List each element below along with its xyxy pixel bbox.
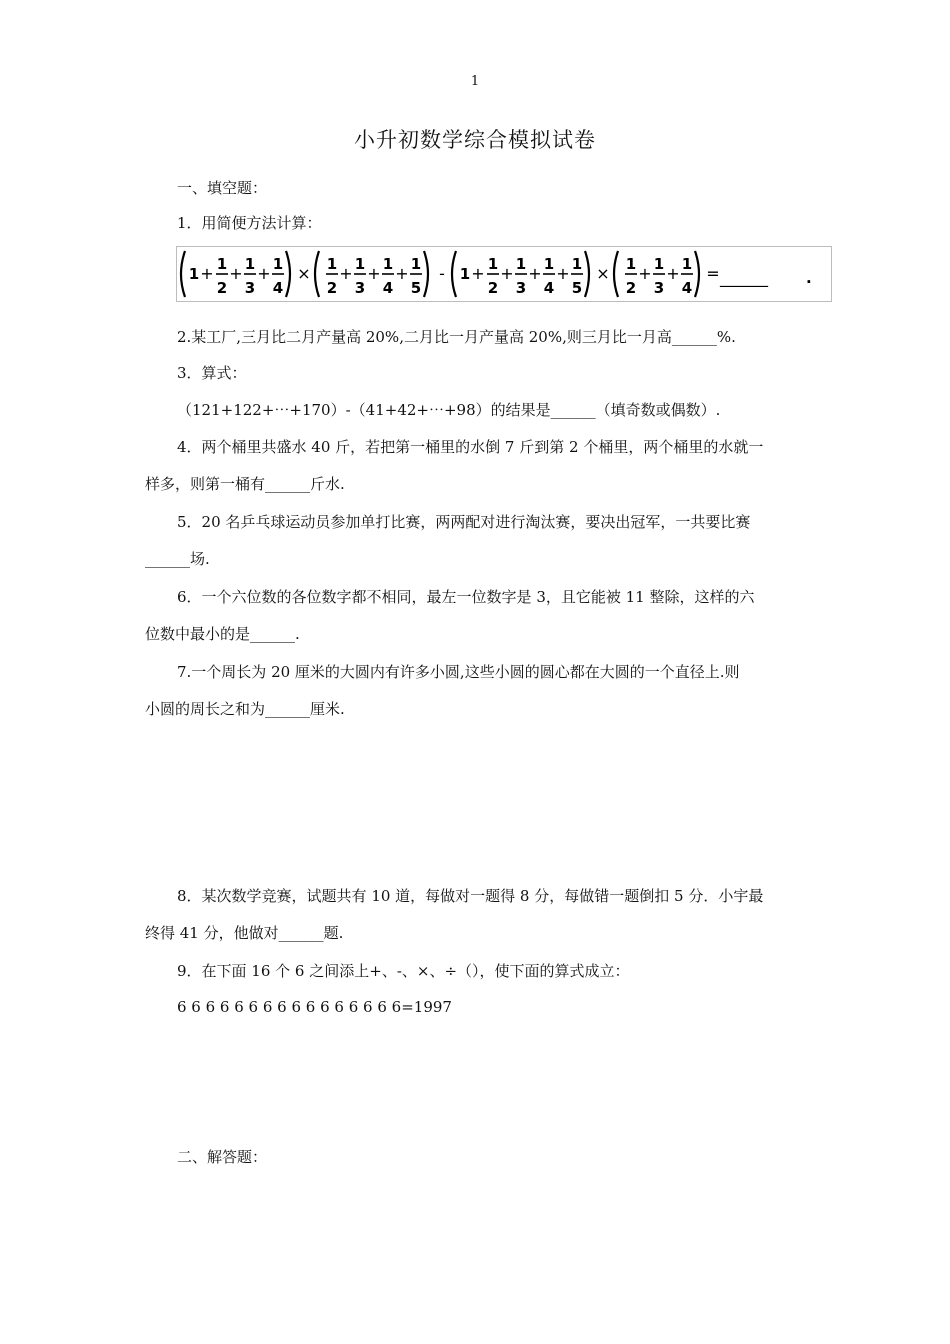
section-solve-heading: 二、解答题： — [177, 1148, 268, 1166]
formula-numerator: 1 — [571, 255, 583, 273]
question-2: 2.某工厂,三月比二月产量高 20%,二月比一月产量高 20%,则三月比一月高______%. — [177, 328, 736, 346]
formula-left-paren — [452, 251, 456, 297]
formula-denominator: 2 — [487, 279, 499, 297]
question-8-line-2: 终得 41 分，他做对______题. — [145, 924, 344, 942]
formula-denominator: 3 — [653, 279, 665, 297]
formula-denominator: 2 — [326, 279, 338, 297]
formula-plus: + — [395, 264, 409, 283]
formula-plus: + — [367, 264, 381, 283]
formula-period: . — [806, 269, 812, 287]
formula-plus: + — [556, 264, 570, 283]
formula-right-paren — [585, 251, 589, 297]
formula-denominator: 4 — [543, 279, 555, 297]
formula-denominator: 5 — [571, 279, 583, 297]
formula-integer: 1 — [188, 265, 200, 283]
formula-denominator: 5 — [410, 279, 422, 297]
formula-numerator: 1 — [244, 255, 256, 273]
formula-numerator: 1 — [326, 255, 338, 273]
formula-denominator: 3 — [515, 279, 527, 297]
question-3-expression: （121+122+⋯+170）-（41+42+⋯+98）的结果是______（填奇数或偶数）. — [177, 401, 721, 419]
formula-numerator: 1 — [653, 255, 665, 273]
formula-numerator: 1 — [410, 255, 422, 273]
formula-answer-blank: ______ — [720, 268, 768, 287]
question-5-line-2: ______场. — [145, 550, 210, 568]
formula-numerator: 1 — [625, 255, 637, 273]
formula-denominator: 3 — [244, 279, 256, 297]
page-title: 小升初数学综合模拟试卷 — [354, 128, 596, 152]
formula-plus: + — [500, 264, 514, 283]
formula-plus: + — [528, 264, 542, 283]
formula-times: × — [297, 264, 311, 283]
formula-plus: + — [257, 264, 271, 283]
formula-denominator: 4 — [382, 279, 394, 297]
question-9-expression: 6 6 6 6 6 6 6 6 6 6 6 6 6 6 6 6=1997 — [177, 998, 452, 1016]
formula-numerator: 1 — [272, 255, 284, 273]
question-6-line-1: 6．一个六位数的各位数字都不相同，最左一位数字是 3，且它能被 11 整除，这样的六 — [177, 588, 755, 606]
formula-equals: = — [706, 264, 720, 283]
formula-numerator: 1 — [543, 255, 555, 273]
formula-plus: + — [666, 264, 680, 283]
formula-denominator: 4 — [681, 279, 693, 297]
formula-numerator: 1 — [681, 255, 693, 273]
question-4-line-2: 样多，则第一桶有______斤水. — [145, 475, 345, 493]
formula-numerator: 1 — [354, 255, 366, 273]
formula-times: × — [596, 264, 610, 283]
formula-left-paren — [614, 251, 618, 297]
formula-plus: + — [638, 264, 652, 283]
formula-numerator: 1 — [515, 255, 527, 273]
formula-numerator: 1 — [487, 255, 499, 273]
formula-left-paren — [315, 251, 319, 297]
question-8-line-1: 8．某次数学竞赛，试题共有 10 道，每做对一题得 8 分，每做错一题倒扣 5 分．小宇最 — [177, 887, 764, 905]
formula-integer: 1 — [459, 265, 471, 283]
formula-denominator: 2 — [216, 279, 228, 297]
question-4-line-1: 4．两个桶里共盛水 40 斤，若把第一桶里的水倒 7 斤到第 2 个桶里，两个桶里的水就一 — [177, 438, 764, 456]
formula-image — [176, 246, 832, 302]
question-9: 9．在下面 16 个 6 之间添上+、-、×、÷（），使下面的算式成立： — [177, 962, 630, 980]
page-number: 1 — [470, 74, 480, 89]
formula-right-paren — [286, 251, 290, 297]
question-6-line-2: 位数中最小的是______. — [145, 625, 300, 643]
formula-expression — [177, 247, 831, 301]
formula-numerator: 1 — [382, 255, 394, 273]
formula-left-paren — [181, 251, 185, 297]
formula-plus: + — [339, 264, 353, 283]
formula-denominator: 3 — [354, 279, 366, 297]
question-7-line-1: 7.一个周长为 20 厘米的大圆内有许多小圆,这些小圆的圆心都在大圆的一个直径上.则 — [177, 663, 740, 681]
formula-minus: - — [439, 264, 445, 283]
formula-numerator: 1 — [216, 255, 228, 273]
formula-plus: + — [200, 264, 214, 283]
formula-right-paren — [424, 251, 428, 297]
question-1: 1．用简便方法计算： — [177, 214, 322, 232]
formula-right-paren — [695, 251, 699, 297]
formula-denominator: 2 — [625, 279, 637, 297]
question-5-line-1: 5．20 名乒乓球运动员参加单打比赛，两两配对进行淘汰赛，要决出冠军，一共要比赛 — [177, 513, 751, 531]
formula-plus: + — [471, 264, 485, 283]
formula-denominator: 4 — [272, 279, 284, 297]
question-3: 3．算式： — [177, 364, 247, 382]
section-fill-in-heading: 一、填空题： — [177, 179, 268, 197]
formula-plus: + — [229, 264, 243, 283]
question-7-line-2: 小圆的周长之和为______厘米. — [145, 700, 345, 718]
